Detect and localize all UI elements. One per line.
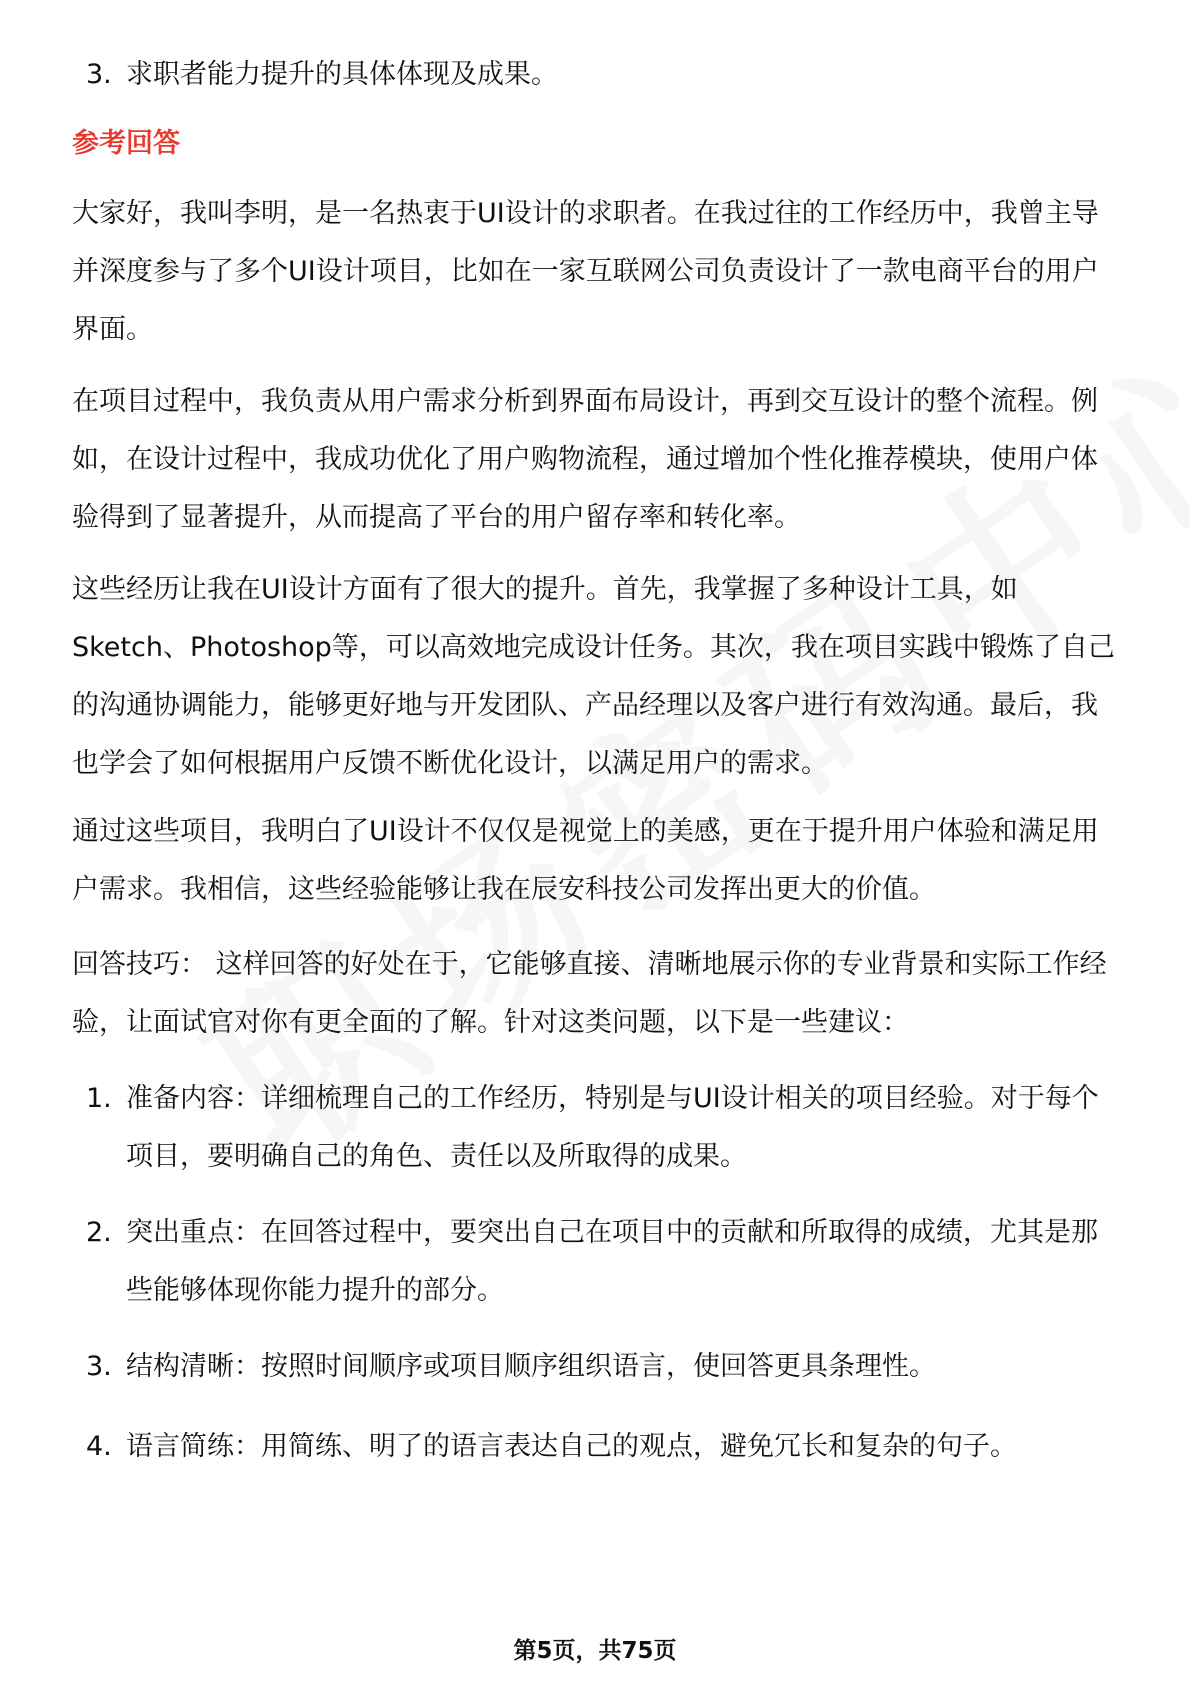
list-text: 突出重点：在回答过程中，要突出自己在项目中的贡献和所取得的成绩，尤其是那些能够体现你能力提升的部分。 — [126, 1217, 1098, 1306]
list-number: 2. — [86, 1217, 112, 1248]
list-text: 准备内容：详细梳理自己的工作经历，特别是与UI设计相关的项目经验。对于每个项目，要明确自己的角色、责任以及所取得的成果。 — [126, 1083, 1099, 1172]
paragraph-3: 这些经历让我在UI设计方面有了很大的提升。首先，我掌握了多种设计工具，如Sketch、Photoshop等，可以高效地完成设计任务。其次，我在项目实践中锻炼了自己的沟通协调能力，能够更好地与开发团队、产品经理以及客户进行有效沟通。最后，我也学会了如何根据用户反馈不断优化设计，以满足用户的需求。 — [72, 574, 1115, 779]
paragraph-4: 通过这些项目，我明白了UI设计不仅仅是视觉上的美感，更在于提升用户体验和满足用户需求。我相信，这些经验能够让我在辰安科技公司发挥出更大的价值。 — [72, 816, 1099, 905]
list-text: 求职者能力提升的具体体现及成果。 — [126, 59, 558, 90]
list-text: 语言简练：用简练、明了的语言表达自己的观点，避免冗长和复杂的句子。 — [126, 1431, 1017, 1462]
list-number: 3. — [86, 59, 112, 90]
list-number: 3. — [86, 1351, 112, 1382]
list-number: 4. — [86, 1431, 112, 1462]
list-item — [86, 1070, 1122, 1186]
list-item — [86, 1418, 1122, 1476]
list-item — [86, 1338, 1122, 1396]
page-footer: 第5页，共75页 — [513, 1638, 677, 1664]
paragraph-1: 大家好，我叫李明，是一名热衷于UI设计的求职者。在我过往的工作经历中，我曾主导并深度参与了多个UI设计项目，比如在一家互联网公司负责设计了一款电商平台的用户界面。 — [72, 198, 1099, 345]
list-item — [86, 1204, 1122, 1320]
answer-heading: 参考回答 — [72, 128, 180, 159]
paragraph-tips-intro: 回答技巧： 这样回答的好处在于，它能够直接、清晰地展示你的专业背景和实际工作经验，让面试官对你有更全面的了解。针对这类问题，以下是一些建议： — [72, 949, 1107, 1038]
paragraph-2: 在项目过程中，我负责从用户需求分析到界面布局设计，再到交互设计的整个流程。例如，在设计过程中，我成功优化了用户购物流程，通过增加个性化推荐模块，使用户体验得到了显著提升，从而提高了平台的用户留存率和转化率。 — [72, 386, 1098, 533]
list-text: 结构清晰：按照时间顺序或项目顺序组织语言，使回答更具条理性。 — [126, 1351, 936, 1382]
list-item — [86, 46, 1122, 104]
list-number: 1. — [86, 1083, 112, 1114]
